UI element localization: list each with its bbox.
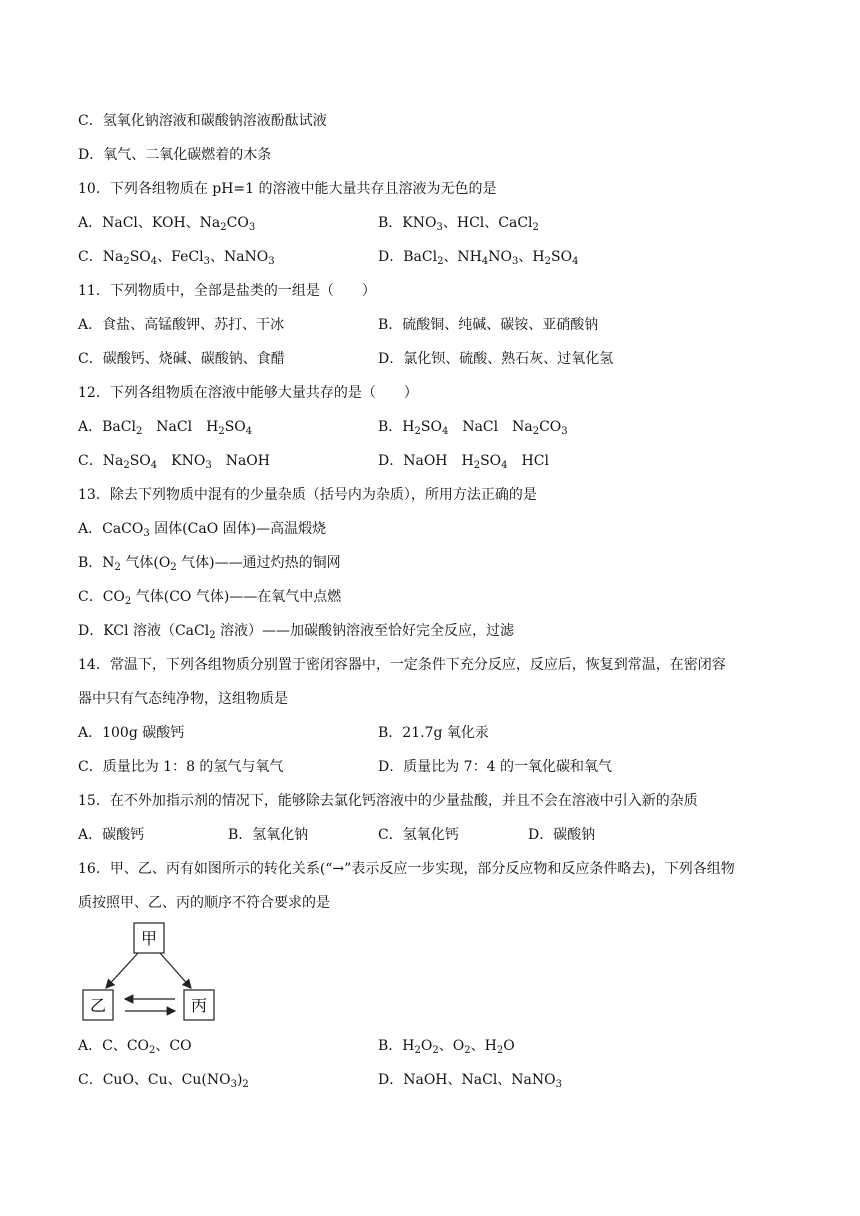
label-bing: 丙 (190, 996, 208, 1015)
q13-option-c: C．$CO_2$ 气体(CO 气体)——在氧气中点燃 (78, 589, 342, 607)
q14-stem-line1: 14．常温下，下列各组物质分别置于密闭容器中，一定条件下充分反应，反应后，恢复到常温，在密闭容 (78, 657, 726, 673)
q9-option-c: C．氢氧化钠溶液和碳酸钠溶液酚酞试液 (78, 113, 327, 129)
q13-option-a: A．CaCO$_3$ 固体(CaO 固体)—高温煅烧 (78, 521, 327, 539)
q15-option-d: D．碳酸钠 (528, 827, 596, 843)
q14-stem-line2: 器中只有气态纯净物，这组物质是 (78, 691, 288, 707)
q12-option-c: C．$Na_2SO_4$ $KNO_3$ NaOH (78, 453, 270, 471)
q10-option-d: D．BaCl$_2$、$NH_4NO_3$、$H_2SO_4$ (378, 249, 579, 267)
q16-stem-line2: 质按照甲、乙、丙的顺序不符合要求的是 (78, 895, 330, 911)
q16-option-b: B．$H_2O_2$、$O_2$、$H_2O$ (378, 1038, 515, 1056)
q14-option-b: B．21.7g 氧化汞 (378, 725, 489, 741)
q12-option-d: D．NaOH $H_2SO_4$ HCl (378, 453, 549, 471)
q15-option-a: A．碳酸钙 (78, 827, 145, 843)
q13-option-b: B．$N_2$ 气体($O_2$ 气体)——通过灼热的铜网 (78, 555, 341, 573)
q15-option-c: C．氢氧化钙 (378, 827, 459, 843)
q16-option-c: C．CuO、Cu、$Cu(NO_3)_2$ (78, 1072, 249, 1090)
q16-option-a: A．C、$CO_2$、CO (78, 1038, 192, 1056)
q9-option-d: D．氧气、二氧化碳燃着的木条 (78, 147, 272, 163)
q12-option-a: A．BaCl$_2$ NaCl $H_2SO_4$ (78, 419, 253, 437)
q11-stem: 11．下列物质中，全部是盐类的一组是（ ） (78, 283, 376, 299)
q11-option-d: D．氯化钡、硫酸、熟石灰、过氧化氢 (378, 351, 614, 367)
q15-stem: 15．在不外加指示剂的情况下，能够除去氯化钙溶液中的少量盐酸，并且不会在溶液中引入新的杂质 (78, 793, 698, 809)
conversion-diagram (78, 920, 228, 1025)
label-jia: 甲 (140, 929, 158, 948)
q14-option-d: D．质量比为 7：4 的一氧化碳和氧气 (378, 759, 612, 775)
q12-stem: 12．下列各组物质在溶液中能够大量共存的是（ ） (78, 385, 418, 401)
q16-option-d: D．NaOH、NaCl、NaNO$_3$ (378, 1072, 562, 1090)
q14-option-c: C．质量比为 1：8 的氢气与氧气 (78, 759, 284, 775)
q10-option-c: C．$Na_2SO_4$、FeCl$_3$、NaNO$_3$ (78, 249, 275, 267)
q10-option-b: B．$KNO_3$、HCl、CaCl$_2$ (378, 215, 539, 233)
arrow-jia-to-yi (106, 953, 138, 988)
q13-stem: 13．除去下列物质中混有的少量杂质（括号内为杂质），所用方法正确的是 (78, 487, 537, 503)
q10-option-a: A．NaCl、KOH、$Na_2CO_3$ (78, 215, 256, 233)
q10-stem: 10．下列各组物质在 pH=1 的溶液中能大量共存且溶液为无色的是 (78, 181, 497, 197)
q15-option-b: B．氢氧化钠 (228, 827, 309, 843)
q11-option-a: A．食盐、高锰酸钾、苏打、干冰 (78, 317, 285, 333)
q14-option-a: A．100g 碳酸钙 (78, 725, 185, 741)
q16-stem-line1: 16．甲、乙、丙有如图所示的转化关系(“→”表示反应一步实现，部分反应物和反应条件略去)，下列各组物 (78, 861, 735, 877)
label-yi: 乙 (89, 996, 107, 1015)
q11-option-c: C．碳酸钙、烧碱、碳酸钠、食醋 (78, 351, 285, 367)
arrow-jia-to-bing (160, 953, 191, 988)
q12-option-b: B．$H_2SO_4$ NaCl $Na_2CO_3$ (378, 419, 568, 437)
q13-option-d: D．KCl 溶液（CaCl$_2$ 溶液）——加碳酸钠溶液至恰好完全反应，过滤 (78, 623, 515, 641)
q11-option-b: B．硫酸铜、纯碱、碳铵、亚硝酸钠 (378, 317, 599, 333)
